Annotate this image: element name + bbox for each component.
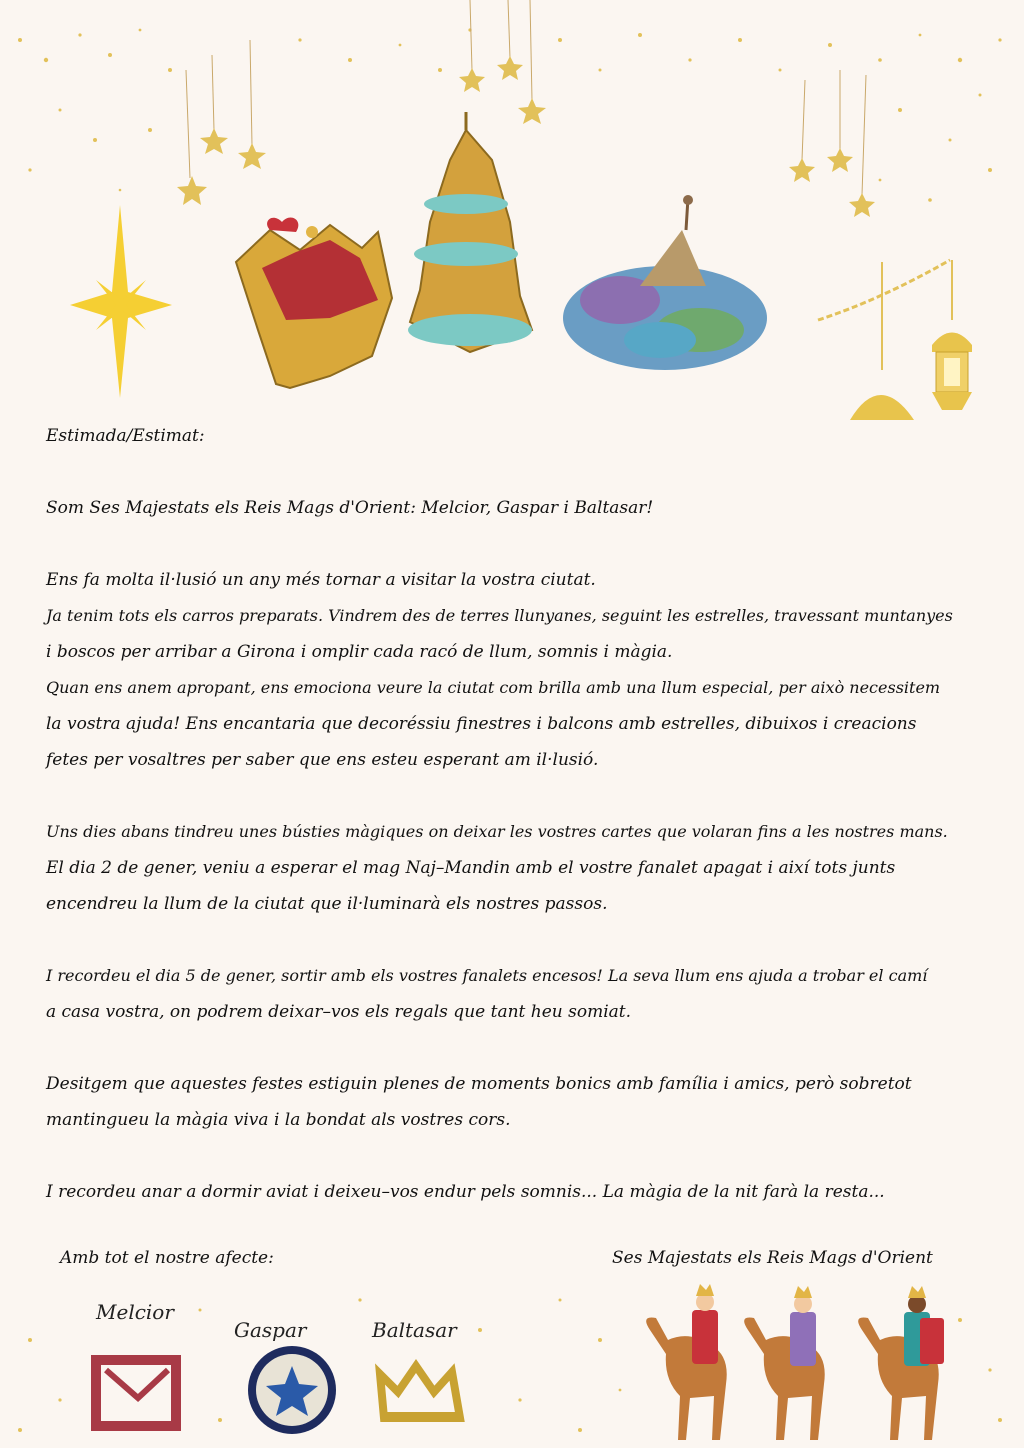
cone-hat-icon xyxy=(408,112,532,352)
paragraph-line: Desitgem que aquestes festes estiguin plenes de moments bonics amb família i amics, però sobretot xyxy=(46,1074,912,1094)
signature-baltasar: Baltasar xyxy=(372,1318,457,1342)
paragraph-line: Ens fa molta il·lusió un any més tornar a visitar la vostra ciutat. xyxy=(46,570,596,590)
greeting: Estimada/Estimat: xyxy=(46,426,205,446)
paragraph-line: Uns dies abans tindreu unes bústies màgiques on deixar les vostres cartes que volaran fins a les nostres mans. xyxy=(46,822,948,841)
intro-line: Som Ses Majestats els Reis Mags d'Orient: Melcior, Gaspar i Baltasar! xyxy=(46,498,654,518)
camel-king-icon xyxy=(744,1286,825,1440)
signature-melcior: Melcior xyxy=(96,1300,174,1324)
paragraph-line: mantingueu la màgia viva i la bondat als vostres cors. xyxy=(46,1110,511,1130)
paragraph-line: encendreu la llum de la ciutat que il·luminarà els nostres passos. xyxy=(46,894,608,914)
melcior-emblem-icon xyxy=(96,1360,176,1426)
paragraph-line: I recordeu el dia 5 de gener, sortir amb els vostres fanalets encesos! La seva llum ens ajuda a trobar el camí xyxy=(46,966,928,985)
paragraph-line: Quan ens anem apropant, ens emociona veure la ciutat com brilla amb una llum especial, per això necessitem xyxy=(46,678,941,697)
turban-icon xyxy=(563,195,767,370)
gaspar-emblem-icon xyxy=(248,1346,336,1434)
crown-icon xyxy=(236,217,392,388)
paragraph-line: I recordeu anar a dormir aviat i deixeu–vos endur pels somnis... La màgia de la nit farà la resta... xyxy=(46,1182,885,1202)
baltasar-emblem-icon xyxy=(380,1366,460,1422)
lantern-icon xyxy=(818,260,950,420)
letter-body xyxy=(46,418,953,1210)
paragraph-line: a casa vostra, on podrem deixar–vos els regals que tant heu somiat. xyxy=(46,1002,632,1022)
paragraph-line: la vostra ajuda! Ens encantaria que decoréssiu finestres i balcons amb estrelles, dibuixos i creacions xyxy=(46,714,917,734)
lantern-icon xyxy=(932,260,972,410)
kings-hats xyxy=(0,0,1024,420)
paragraph-line: El dia 2 de gener, veniu a esperar el mag Naj–Mandin amb el vostre fanalet apagat i així tots junts xyxy=(46,858,896,878)
signature-gaspar: Gaspar xyxy=(234,1318,307,1342)
signer-line: Ses Majestats els Reis Mags d'Orient xyxy=(612,1248,933,1268)
paragraph-line: Ja tenim tots els carros preparats. Vindrem des de terres llunyanes, seguint les estrelles, travessant muntanyes xyxy=(46,606,953,625)
paragraph-line: fetes per vosaltres per saber que ens esteu esperant am il·lusió. xyxy=(46,750,599,770)
camel-king-icon xyxy=(646,1284,727,1440)
closing-line: Amb tot el nostre afecte: xyxy=(60,1248,274,1268)
paragraph-line: i boscos per arribar a Girona i omplir cada racó de llum, somnis i màgia. xyxy=(46,642,673,662)
camel-king-icon xyxy=(858,1286,944,1440)
